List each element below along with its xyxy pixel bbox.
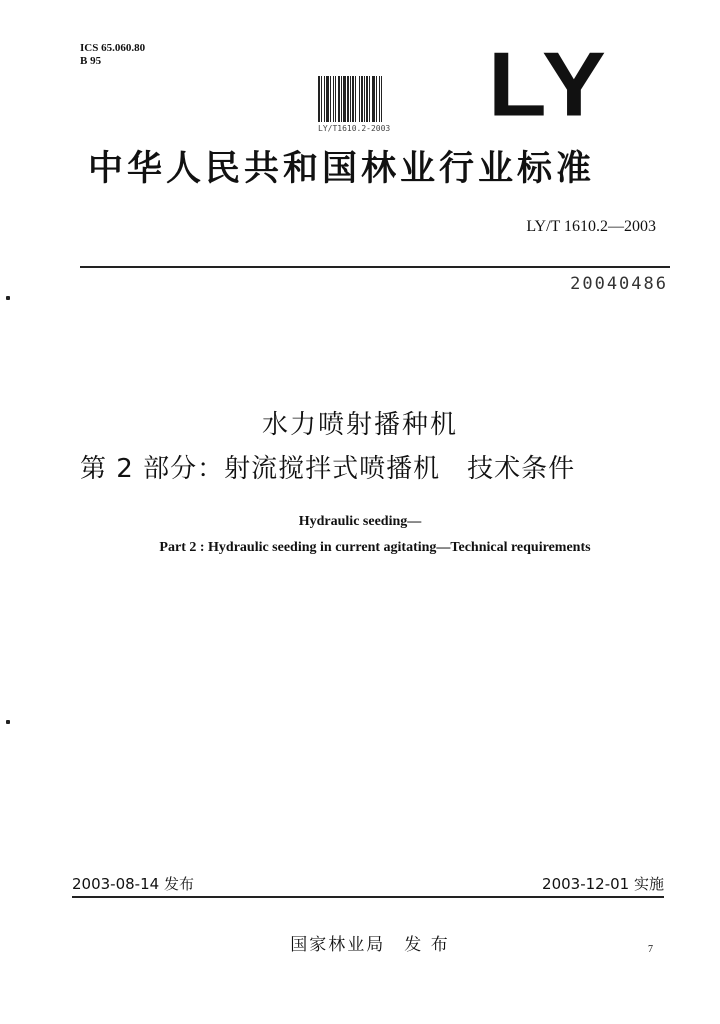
- document-title-line1: 水力喷射播种机: [261, 410, 458, 440]
- standard-number: LY/T 1610.2—2003: [526, 218, 656, 235]
- registration-stamp: 20040486: [570, 274, 668, 294]
- implementation-date: 2003-12-01 实施: [542, 875, 664, 893]
- document-title-line2: 第 2 部分：射流搅拌式喷播机 技术条件: [80, 454, 576, 484]
- barcode-icon: [318, 76, 410, 126]
- publisher: 国家林业局 发 布: [290, 935, 450, 955]
- barcode-text: LY/T1610.2-2003: [318, 124, 391, 133]
- ly-logo: LY: [488, 33, 610, 136]
- ics-code: ICS 65.060.80: [80, 42, 146, 54]
- classification-codes: [80, 42, 145, 68]
- header-divider: [80, 266, 670, 268]
- ccs-code: B 95: [80, 55, 102, 67]
- page-number: 7: [648, 944, 653, 955]
- english-title-line2: Part 2 : Hydraulic seeding in current agitating—Technical requirements: [159, 540, 591, 555]
- english-title-line1: Hydraulic seeding—: [298, 514, 422, 529]
- scan-mark: [6, 720, 10, 724]
- footer-divider: [72, 896, 664, 898]
- issue-date: 2003-08-14 发布: [72, 875, 194, 893]
- scan-mark: [6, 296, 10, 300]
- org-title: 中华人民共和国林业行业标准: [88, 149, 596, 189]
